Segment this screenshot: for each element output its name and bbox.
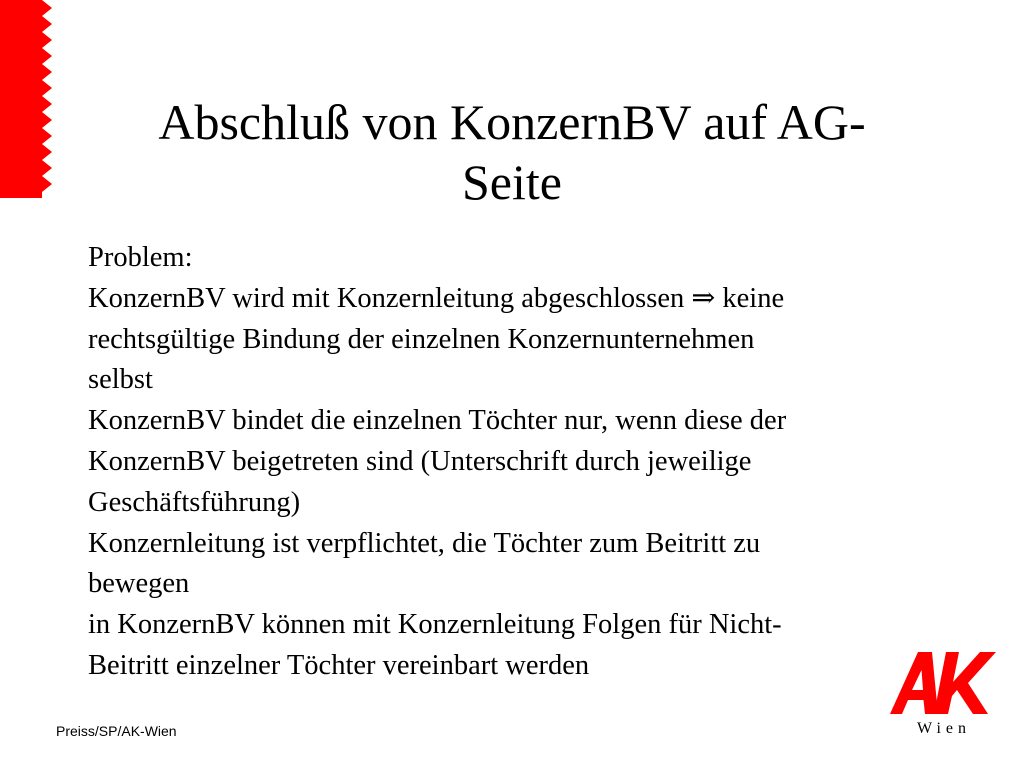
slide-title bbox=[60, 92, 964, 212]
ak-wien-logo bbox=[888, 648, 1000, 740]
body-line: KonzernBV wird mit Konzernleitung abgeschlossen ⇒ keine bbox=[88, 282, 785, 314]
decorative-zigzag-strip bbox=[0, 0, 56, 198]
body-line: rechtsgültige Bindung der einzelnen Konzernunternehmen bbox=[88, 323, 755, 355]
body-line: selbst bbox=[88, 364, 153, 396]
body-line: KonzernBV beigetreten sind (Unterschrift durch jeweilige bbox=[88, 445, 752, 477]
slide-body bbox=[88, 238, 968, 687]
ak-logo-city: Wien bbox=[916, 720, 971, 737]
ak-logo-mark bbox=[888, 648, 1000, 718]
body-line: Problem: bbox=[88, 242, 193, 273]
body-line: in KonzernBV können mit Konzernleitung Folgen für Nicht- bbox=[88, 609, 782, 641]
body-line: Konzernleitung ist verpflichtet, die Töchter zum Beitritt zu bbox=[88, 527, 761, 559]
body-line: KonzernBV bindet die einzelnen Töchter nur, wenn diese der bbox=[88, 405, 787, 437]
body-line: bewegen bbox=[88, 568, 190, 600]
slide-title-line: Seite bbox=[462, 154, 562, 210]
body-line: Beitritt einzelner Töchter vereinbart werden bbox=[88, 649, 590, 681]
footer-credit: Preiss/SP/AK-Wien bbox=[56, 723, 177, 739]
slide-title-line: Abschluß von KonzernBV auf AG- bbox=[158, 94, 866, 150]
body-line: Geschäftsführung) bbox=[88, 486, 301, 518]
